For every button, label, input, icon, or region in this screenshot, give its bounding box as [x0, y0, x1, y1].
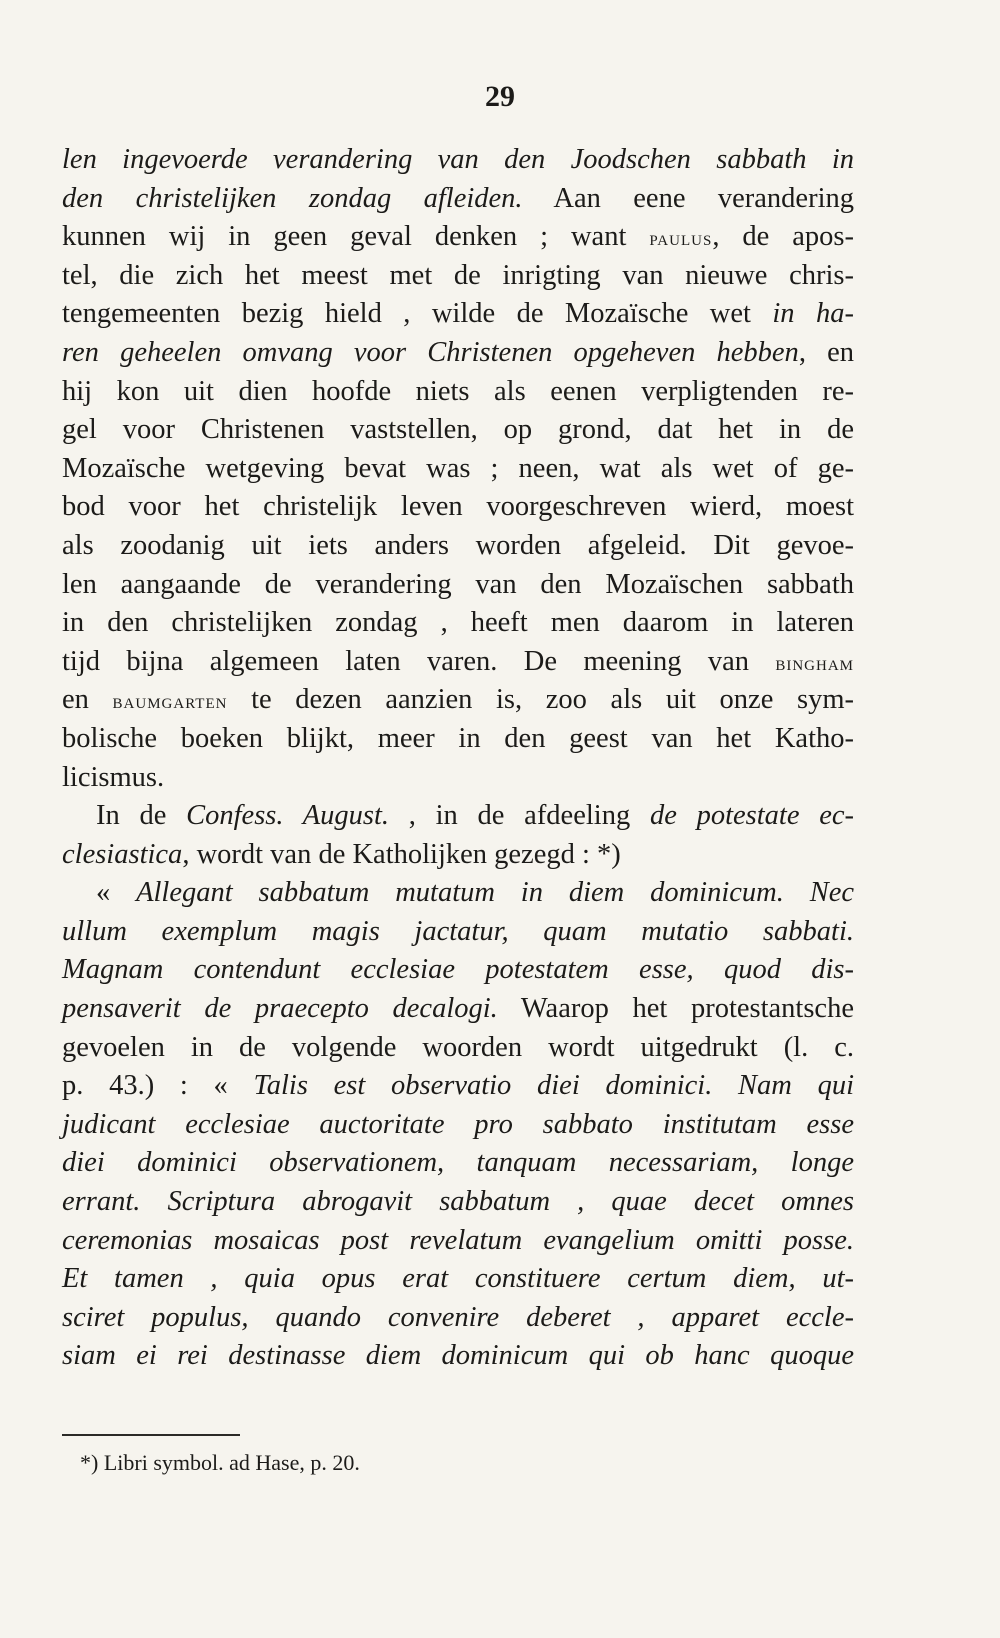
text-line: gevoelen in de volgende woorden wordt uitgedrukt (l. c.: [62, 1031, 854, 1063]
text-line: en baumgarten te dezen aanzien is, zoo als uit onze sym-: [62, 684, 854, 716]
page-number: 29: [485, 80, 515, 113]
text-line: hij kon uit dien hoofde niets als eenen verpligtenden re-: [62, 375, 854, 407]
body-text: [62, 141, 854, 1376]
text-line: tijd bijna algemeen laten varen. De meening van bingham: [62, 645, 854, 677]
text-line: « Allegant sabbatum mutatum in diem dominicum. Nec: [96, 877, 855, 909]
text-line: Magnam contendunt ecclesiae potestatem esse, quod dis-: [62, 954, 854, 986]
text-line: den christelijken zondag afleiden. Aan eene verandering: [62, 182, 854, 214]
text-line: clesiastica, wordt van de Katholijken gezegd : *): [62, 838, 621, 870]
text-line: licismus.: [62, 761, 165, 793]
footnote: *) Libri symbol. ad Hase, p. 20.: [80, 1450, 360, 1475]
text-line: bolische boeken blijkt, meer in den geest van het Katho-: [62, 722, 854, 754]
text-line: len ingevoerde verandering van den Joodschen sabbath in: [62, 144, 854, 175]
text-line: ullum exemplum magis jactatur, quam mutatio sabbati.: [62, 915, 854, 947]
text-line: judicant ecclesiae auctoritate pro sabbato institutam esse: [62, 1108, 854, 1140]
text-line: als zoodanig uit iets anders worden afgeleid. Dit gevoe-: [62, 529, 854, 561]
text-line: ceremonias mosaicas post revelatum evangelium omitti posse.: [62, 1224, 854, 1256]
text-line: errant. Scriptura abrogavit sabbatum , quae decet omnes: [62, 1186, 854, 1218]
text-line: Et tamen , quia opus erat constituere certum diem, ut-: [62, 1263, 854, 1295]
text-line: In de Confess. August. , in de afdeeling de potestate ec-: [96, 800, 854, 832]
text-line: ren geheelen omvang voor Christenen opgeheven hebben, en: [62, 336, 854, 368]
text-line: sciret populus, quando convenire deberet , apparet eccle-: [62, 1301, 854, 1333]
text-line: tel, die zich het meest met de inrigting van nieuwe chris-: [62, 259, 854, 291]
footnote-rule: [62, 1434, 240, 1436]
text-line: Mozaïsche wetgeving bevat was ; neen, wat als wet of ge-: [62, 452, 854, 484]
text-line: gel voor Christenen vaststellen, op grond, dat het in de: [62, 414, 854, 446]
text-line: siam ei rei destinasse diem dominicum qui ob hanc quoque: [62, 1340, 854, 1372]
text-line: diei dominici observationem, tanquam necessariam, longe: [62, 1147, 854, 1179]
text-line: tengemeenten bezig hield , wilde de Mozaïsche wet in ha-: [62, 298, 854, 330]
text-line: len aangaande de verandering van den Mozaïschen sabbath: [62, 568, 854, 600]
text-line: in den christelijken zondag , heeft men daarom in lateren: [62, 607, 854, 639]
text-line: bod voor het christelijk leven voorgeschreven wierd, moest: [62, 491, 854, 523]
text-line: kunnen wij in geen geval denken ; want paulus, de apos-: [62, 221, 854, 253]
text-line: pensaverit de praecepto decalogi. Waarop het protestantsche: [62, 993, 854, 1025]
text-line: p. 43.) : « Talis est observatio diei dominici. Nam qui: [62, 1070, 854, 1102]
